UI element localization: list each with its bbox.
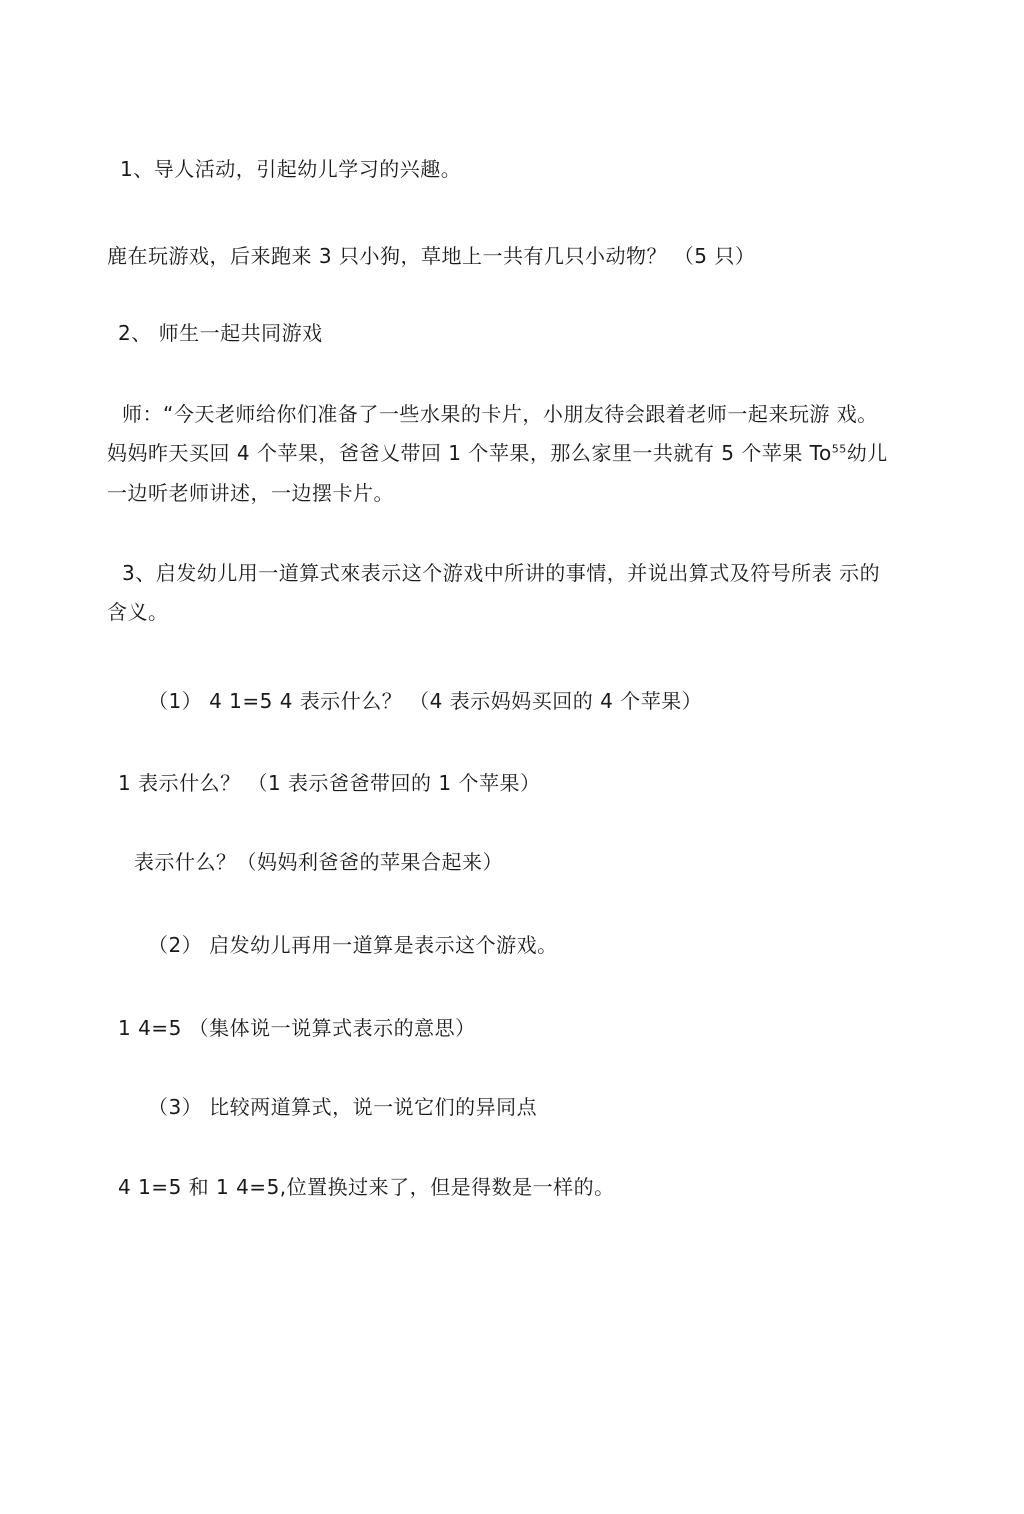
teacher-speech-line-2-text: 妈妈昨天买回 4 个苹果，爸爸乂带回 1 个苹果，那么家里一共就有 5 个苹果 To (107, 441, 832, 465)
step-3-heading-cont: 含义。 (107, 600, 169, 624)
step-2-heading: 2、 师生一起共同游戏 (118, 321, 323, 345)
teacher-speech-line-1: 师：“今天老师给你们准备了一些水果的卡片，小朋友待会跟着老师一起来玩游 戏。 (122, 402, 878, 426)
sub-item-1-q2: 1 表示什么？ （1 表示爸爸带回的 1 个苹果） (118, 771, 541, 795)
sub-item-1-q3: 表示什么？（妈妈利爸爸的苹果合起来） (134, 850, 503, 874)
teacher-speech-line-3: 一边听老师讲述，一边摆卡片。 (107, 481, 394, 505)
sub-item-3: （3） 比较两道算式，说一说它们的异同点 (148, 1095, 538, 1119)
footnote-mark: 55 (831, 442, 847, 456)
teacher-speech-line-2-tail: 幼儿 (846, 441, 888, 465)
intro-question-text: 鹿在玩游戏，后来跑来 3 只小狗，草地上一共有几只小动物？ （5 只） (107, 244, 756, 268)
sub-item-3-conclusion: 4 1=5 和 1 4=5,位置换过来了，但是得数是一样的。 (118, 1175, 615, 1199)
step-3-heading: 3、启发幼儿用一道算式來表示这个游戏中所讲的事情，并说出算式及符号所表 示的 (122, 561, 881, 585)
teacher-speech-line-2 (107, 434, 888, 472)
sub-item-1: （1） 4 1=5 4 表示什么？ （4 表示妈妈买回的 4 个苹果） (148, 689, 703, 713)
sub-item-2: （2） 启发幼儿再用一道算是表示这个游戏。 (148, 933, 558, 957)
sub-item-2-equation: 1 4=5 （集体说一说算式表示的意思） (118, 1016, 476, 1040)
step-1-heading: 1、导人活动，引起幼儿学习的兴趣。 (120, 157, 462, 181)
